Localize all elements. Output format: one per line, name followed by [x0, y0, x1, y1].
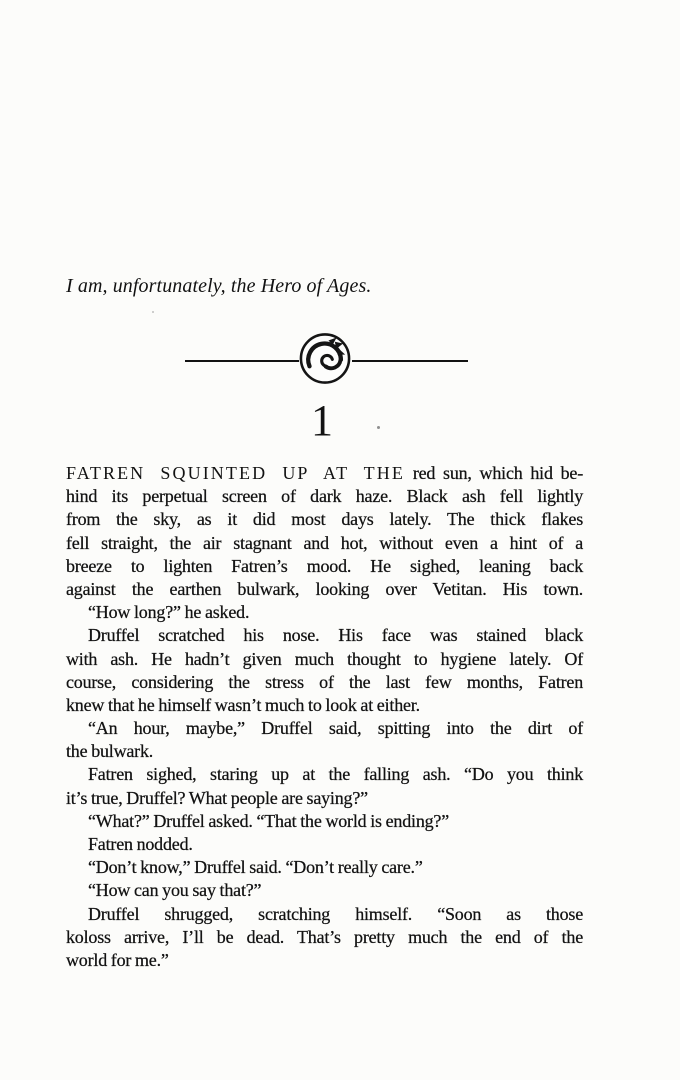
paragraph: [66, 763, 583, 809]
body-line: “An hour, maybe,” Druffel said, spitting into the dirt of: [88, 718, 583, 739]
divider-rule-left: [185, 360, 299, 362]
body-line: FATREN SQUINTED UP AT THE red sun, which hid be-: [66, 463, 583, 483]
opening-caps: FATREN SQUINTED UP AT THE: [66, 463, 405, 483]
body-line: “Don’t know,” Druffel said. “Don’t really care.”: [88, 857, 423, 878]
body-line: Fatren nodded.: [88, 834, 193, 854]
scan-speckle: [377, 426, 380, 429]
body-line: world for me.”: [66, 949, 169, 970]
paragraph: [66, 717, 583, 763]
paragraph: [66, 856, 583, 879]
paragraph: [66, 601, 583, 624]
body-line: Fatren sighed, staring up at the falling ash. “Do you think: [88, 764, 583, 785]
paragraph: [66, 833, 583, 856]
body-text: [66, 462, 583, 972]
body-line: Druffel shrugged, scratching himself. “Soon as those: [88, 903, 583, 924]
body-line: from the sky, as it did most days lately. The thick flakes: [66, 509, 583, 530]
swirl-ornament-icon: [297, 331, 353, 386]
body-line: “How can you say that?”: [88, 880, 262, 901]
paragraph: [66, 879, 583, 902]
body-line: it’s true, Druffel? What people are saying?”: [66, 787, 368, 808]
body-line: against the earthen bulwark, looking over Vetitan. His town.: [66, 578, 583, 599]
epigraph: I am, unfortunately, the Hero of Ages.: [66, 275, 372, 297]
body-line: breeze to lighten Fatren’s mood. He sighed, leaning back: [66, 555, 583, 576]
paragraph: [66, 903, 583, 973]
paragraph: [66, 810, 583, 833]
body-line: Druffel scratched his nose. His face was stained black: [88, 625, 583, 646]
chapter-number: 1: [311, 396, 333, 445]
body-line: fell straight, the air stagnant and hot, without even a hint of a: [66, 532, 583, 553]
body-line: the bulwark.: [66, 741, 154, 762]
body-line: “What?” Druffel asked. “That the world is ending?”: [88, 810, 450, 831]
body-line: hind its perpetual screen of dark haze. Black ash fell lightly: [66, 486, 583, 507]
body-line: course, considering the stress of the last few months, Fatren: [66, 671, 583, 692]
divider-rule-right: [352, 360, 468, 362]
body-line: with ash. He hadn’t given much thought to hygiene lately. Of: [66, 648, 583, 669]
body-line: knew that he himself wasn’t much to look at either.: [66, 694, 420, 715]
scan-speckle: [152, 311, 154, 313]
body-line: “How long?” he asked.: [88, 602, 250, 623]
paragraph: [66, 624, 583, 717]
paragraph: [66, 462, 583, 601]
body-line: koloss arrive, I’ll be dead. That’s pretty much the end of the: [66, 926, 583, 947]
